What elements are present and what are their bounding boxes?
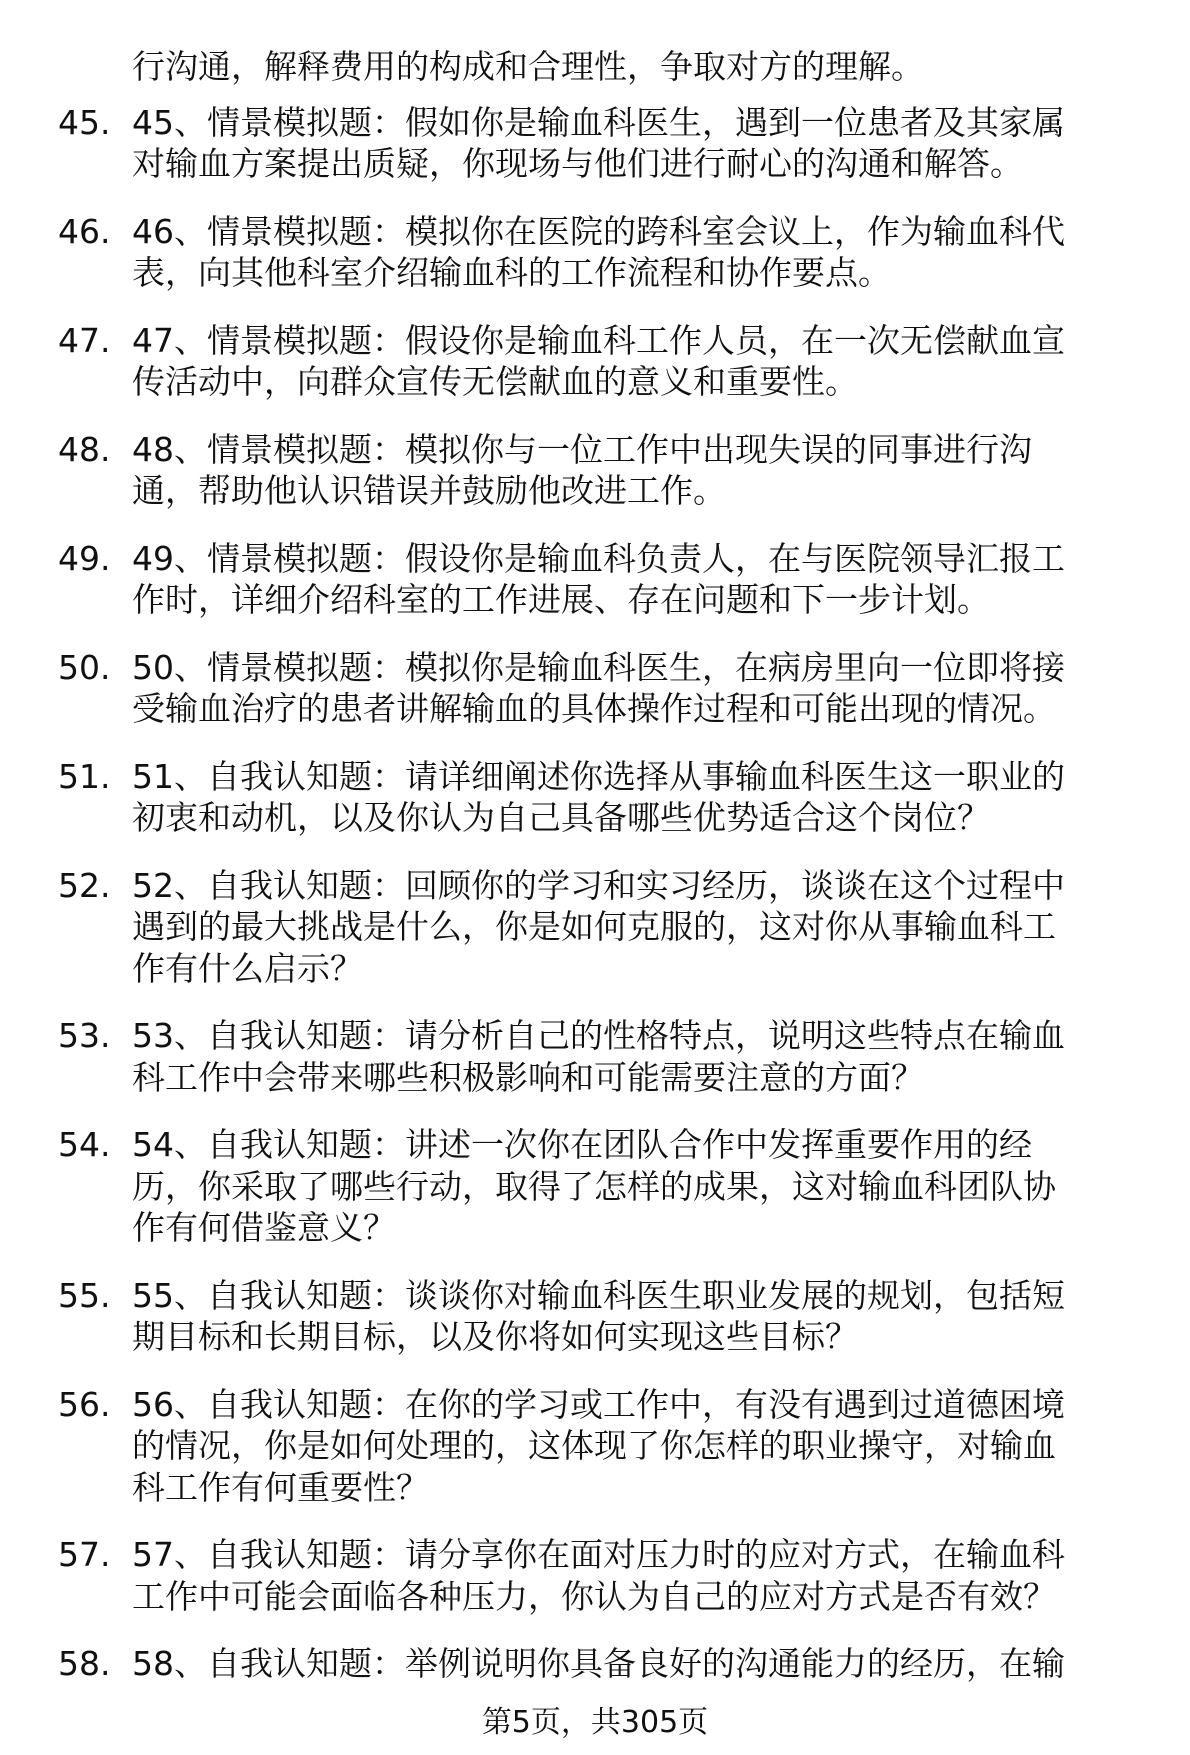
item-text-line: 48、情景模拟题：模拟你与一位工作中出现失误的同事进行沟: [132, 429, 1032, 469]
list-item: [0, 647, 1190, 730]
continuation-line: 行沟通，解释费用的构成和合理性，争取对方的理解。: [132, 47, 924, 86]
item-text-line: 对输血方案提出质疑，你现场与他们进行耐心的沟通和解答。: [132, 144, 1023, 183]
item-number: 48.: [58, 429, 111, 469]
list-item: [0, 211, 1190, 294]
page-footer: 第5页，共305页: [481, 1705, 709, 1740]
item-text-line: 期目标和长期目标，以及你将如何实现这些目标？: [132, 1317, 858, 1356]
list-item: [0, 429, 1190, 512]
item-text-line: 56、自我认知题：在你的学习或工作中，有没有遇到过道德困境: [132, 1384, 1065, 1424]
item-text: [132, 756, 1154, 839]
item-text-line: 历，你采取了哪些行动，取得了怎样的成果，这对输血科团队协: [132, 1166, 1056, 1206]
item-text: [132, 429, 1154, 512]
item-text-line: 科工作中会带来哪些积极影响和可能需要注意的方面？: [132, 1057, 924, 1097]
item-text-line: 作有什么启示？: [132, 948, 363, 988]
list-item: [0, 1384, 1190, 1509]
item-number: 47.: [58, 320, 111, 360]
item-text-line: 表，向其他科室介绍输血科的工作流程和协作要点。: [132, 253, 891, 292]
list-item: [0, 1124, 1190, 1249]
item-number: 54.: [58, 1125, 111, 1164]
list-item: [0, 320, 1190, 403]
item-text-line: 的情况，你是如何处理的，这体现了你怎样的职业操守，对输血: [132, 1426, 1056, 1465]
item-text-line: 遇到的最大挑战是什么，你是如何克服的，这对你从事输血科工: [132, 907, 1056, 946]
item-text: [132, 320, 1154, 403]
item-text-line: 45、情景模拟题：假如你是输血科医生，遇到一位患者及其家属: [132, 102, 1065, 142]
item-number: 57.: [58, 1535, 111, 1574]
question-list: [0, 46, 1190, 1711]
item-text-line: 科工作有何重要性？: [132, 1467, 429, 1507]
item-text: [132, 865, 1154, 990]
item-text-line: 47、情景模拟题：假设你是输血科工作人员，在一次无偿献血宣: [132, 320, 1065, 360]
item-number: 53.: [58, 1016, 111, 1055]
item-text: [132, 1124, 1154, 1249]
list-item: [0, 102, 1190, 185]
list-item: [0, 1534, 1190, 1617]
item-text-line: 55、自我认知题：谈谈你对输血科医生职业发展的规划，包括短: [132, 1275, 1065, 1315]
list-item: [0, 538, 1190, 621]
item-text-line: 受输血治疗的患者讲解输血的具体操作过程和可能出现的情况。: [132, 689, 1056, 728]
item-text-line: 工作中可能会面临各种压力，你认为自己的应对方式是否有效？: [132, 1576, 1056, 1616]
item-text-line: 58、自我认知题：举例说明你具备良好的沟通能力的经历，在输: [132, 1644, 1065, 1683]
item-text-line: 传活动中，向群众宣传无偿献血的意义和重要性。: [132, 362, 858, 401]
item-number: 58.: [58, 1644, 111, 1683]
item-text: [132, 211, 1154, 294]
item-text: [132, 1643, 1154, 1685]
item-text-line: 作有何借鉴意义？: [132, 1208, 396, 1247]
item-text-line: 53、自我认知题：请分析自己的性格特点，说明这些特点在输血: [132, 1016, 1065, 1055]
item-text: [132, 1015, 1154, 1098]
item-text-line: 52、自我认知题：回顾你的学习和实习经历，谈谈在这个过程中: [132, 865, 1065, 905]
item-number: 56.: [58, 1384, 111, 1424]
list-item: [0, 756, 1190, 839]
item-text-line: 57、自我认知题：请分享你在面对压力时的应对方式，在输血科: [132, 1535, 1065, 1574]
item-text-line: 50、情景模拟题：模拟你是输血科医生，在病房里向一位即将接: [132, 647, 1065, 687]
item-number: 49.: [58, 538, 111, 578]
item-number: 51.: [58, 756, 111, 796]
item-text: [132, 1275, 1154, 1358]
item-text: [132, 1384, 1154, 1509]
item-text-line: 初衷和动机，以及你认为自己具备哪些优势适合这个岗位？: [132, 798, 990, 837]
item-text: [132, 538, 1154, 621]
item-text-line: 54、自我认知题：讲述一次你在团队合作中发挥重要作用的经: [132, 1125, 1032, 1164]
item-number: 52.: [58, 865, 111, 905]
list-item: [0, 865, 1190, 990]
item-text: [132, 647, 1154, 730]
item-text-line: 46、情景模拟题：模拟你在医院的跨科室会议上，作为输血科代: [132, 211, 1065, 251]
list-item: [0, 1275, 1190, 1358]
item-text: [132, 102, 1154, 185]
item-text-line: 通，帮助他认识错误并鼓励他改进工作。: [132, 471, 726, 510]
list-item: [0, 1015, 1190, 1098]
item-text-line: 49、情景模拟题：假设你是输血科负责人，在与医院领导汇报工: [132, 538, 1065, 578]
item-text-line: 作时，详细介绍科室的工作进展、存在问题和下一步计划。: [132, 580, 990, 619]
item-number: 46.: [58, 211, 111, 251]
item-number: 50.: [58, 647, 111, 687]
item-text-line: 51、自我认知题：请详细阐述你选择从事输血科医生这一职业的: [132, 756, 1065, 796]
item-text: [132, 1534, 1154, 1617]
list-item: [0, 1643, 1190, 1685]
item-number: 55.: [58, 1275, 111, 1315]
item-number: 45.: [58, 102, 111, 142]
